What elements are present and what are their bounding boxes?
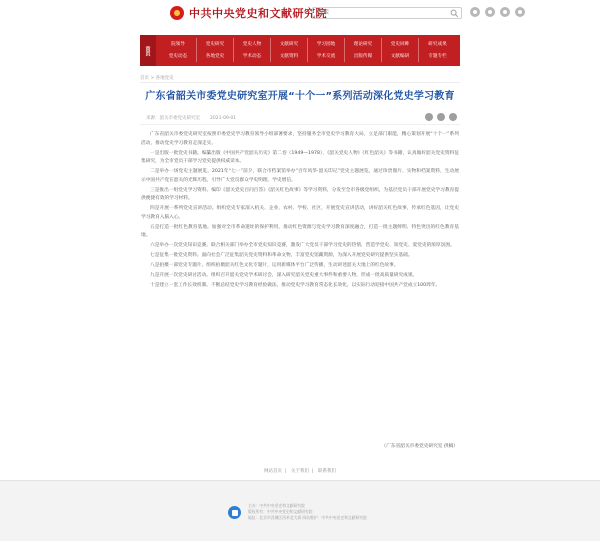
mobile-icon[interactable] <box>500 7 510 17</box>
article-body <box>141 131 459 292</box>
main-nav <box>140 35 460 66</box>
nav-item[interactable]: 党史研究 <box>197 38 234 50</box>
article-date: 2021-09-01 <box>210 116 237 121</box>
nav-item[interactable]: 文献资料 <box>271 50 308 62</box>
gov-badge-icon[interactable] <box>228 506 241 519</box>
site-name: 中共中央党史和文献研究院 <box>189 7 327 20</box>
search-input[interactable] <box>317 8 461 18</box>
article-paragraph: 三是推出一组党史学习资料。编印《韶关党史百问百答》《韶关红色故事》等学习资料，分发至全市各级党组织，为基层党员干部开展党史学习教育提供便捷有效的学习材料。 <box>141 187 459 202</box>
footer-line: 地址：北京市西城区西单北大街 网站维护：中共中央党史和文献研究院 <box>248 515 367 520</box>
weibo-icon[interactable] <box>470 7 480 17</box>
nav-item[interactable]: 学习园地 <box>308 38 345 50</box>
bottom-links: 网站首页 | 关于我们 | 联系我们 <box>264 469 336 474</box>
article-paragraph: 七是征集一批党史资料。面向社会广泛征集韶关党史资料和革命文物，丰富党史馆藏资源，为深入开展党史研究提供坚实基础。 <box>150 253 413 259</box>
footer-line: 版权所有：中共中央党史和文献研究院 <box>248 509 313 514</box>
article-meta <box>146 115 236 121</box>
article-paragraph: 十是建立一套工作长效机制。不断总结党史学习教育经验做法，推动党史学习教育常态化长效化，以实际行动迎接中国共产党成立100周年。 <box>150 283 441 289</box>
qq-share-icon[interactable] <box>449 113 457 121</box>
weibo-share-icon[interactable] <box>437 113 445 121</box>
breadcrumb-home[interactable]: 首页 <box>140 76 149 81</box>
article-paragraph: 二是举办一场党史主题展览。2021年“七一”前夕，联合市档案馆举办“百年风华·韶关印记”党史主题展览，通过珍贵图片、实物和档案资料，生动展示中国共产党在韶关的光辉历程，引导广大党员群众学史明理、学史增信。 <box>141 169 459 183</box>
bottom-link[interactable]: 关于我们 <box>291 469 309 474</box>
nav-grid <box>160 38 456 62</box>
nav-item[interactable]: 研究成果 <box>428 42 447 47</box>
site-footer <box>0 480 600 541</box>
nav-item[interactable]: 党史动态 <box>160 50 197 62</box>
nav-item[interactable]: 文献编研 <box>382 50 419 62</box>
article-source: 来源：韶关市委党史研究室 <box>146 116 200 121</box>
app-icon[interactable] <box>515 7 525 17</box>
nav-item[interactable]: 理论研究 <box>345 38 382 50</box>
nav-item[interactable]: 学术交流 <box>308 50 345 62</box>
search-box <box>312 7 462 19</box>
article-title: 广东省韶关市委党史研究室开展“十个一”系列活动深化党史学习教育 <box>145 91 455 102</box>
party-emblem-icon <box>170 6 184 20</box>
article-paragraph: 六是举办一次党史知识竞赛。联合相关部门举办全市党史知识竞赛，激发广大党员干部学习党史的热情，营造学党史、知党史、爱党史的浓厚氛围。 <box>150 243 455 249</box>
breadcrumb-separator: > <box>150 76 155 81</box>
article-source-line: （广东省韶关市委党史研究室 供稿） <box>381 444 458 449</box>
bottom-link[interactable]: 网站首页 <box>264 469 283 474</box>
wechat-icon[interactable] <box>485 7 495 17</box>
footer-info <box>248 503 367 521</box>
nav-item[interactable]: 党史人物 <box>234 38 271 50</box>
article-paragraph: 九是开展一次党史研讨活动。组织召开韶关党史学术研讨会，深入研究韶关党史重大事件和重要人物，形成一批高质量研究成果。 <box>150 273 418 279</box>
breadcrumb-section[interactable]: 各地党史 <box>155 76 174 81</box>
site-logo[interactable] <box>170 5 327 21</box>
article-paragraph: 一是出版一批党史书籍。编纂出版《中国共产党韶关历史》第二卷（1949—1978）、《韶关党史人物》《红色韶关》等书籍，认真做好韶关党史资料征集研究，为全市党员干部学习党史提供权威读本。 <box>141 150 459 165</box>
nav-item[interactable]: 各地党史 <box>197 50 234 62</box>
article-paragraph: 广东省韶关市委党史研究室按照市委党史学习教育领导小组部署要求，坚持服务全市党史学习教育大局，立足部门职能，精心策划开展“十个一”系列活动，推动党史学习教育走深走实。 <box>141 132 459 146</box>
article-paragraph: 四是开展一系列党史宣讲活动。组织党史专家深入机关、企业、农村、学校、社区，开展党史宣讲活动，讲好韶关红色故事，传承红色基因，让党史学习教育入脑入心。 <box>141 206 459 220</box>
share-bar <box>425 113 457 121</box>
wechat-share-icon[interactable] <box>425 113 433 121</box>
nav-item[interactable]: 院领导 <box>160 38 197 50</box>
bottom-link[interactable]: 联系我们 <box>317 469 336 474</box>
divider <box>140 124 460 125</box>
nav-home[interactable]: 首页 <box>140 35 156 66</box>
nav-item[interactable]: 出版传媒 <box>345 50 382 62</box>
breadcrumb <box>140 75 174 81</box>
search-icon[interactable] <box>450 9 459 18</box>
article-paragraph: 八是拍摄一部党史专题片。组织拍摄韶关红色文化专题片，运用新媒体平台广泛传播，生动讲述韶关大地上的红色故事。 <box>150 263 399 269</box>
article-paragraph: 五是打造一批红色教育基地。加强对全市革命遗址的保护利用，推动红色资源与党史学习教育深度融合，打造一批主题鲜明、特色突出的红色教育基地。 <box>141 224 459 239</box>
site-header <box>0 0 600 24</box>
nav-item[interactable]: 学术动态 <box>234 50 271 62</box>
divider <box>140 82 460 83</box>
nav-item[interactable]: 专题专栏 <box>428 54 447 59</box>
nav-item[interactable]: 文献研究 <box>271 38 308 50</box>
nav-item[interactable]: 党史回眸 <box>382 38 419 50</box>
footer-line: 主办：中共中央党史和文献研究院 <box>248 503 305 508</box>
header-icons <box>470 7 525 17</box>
